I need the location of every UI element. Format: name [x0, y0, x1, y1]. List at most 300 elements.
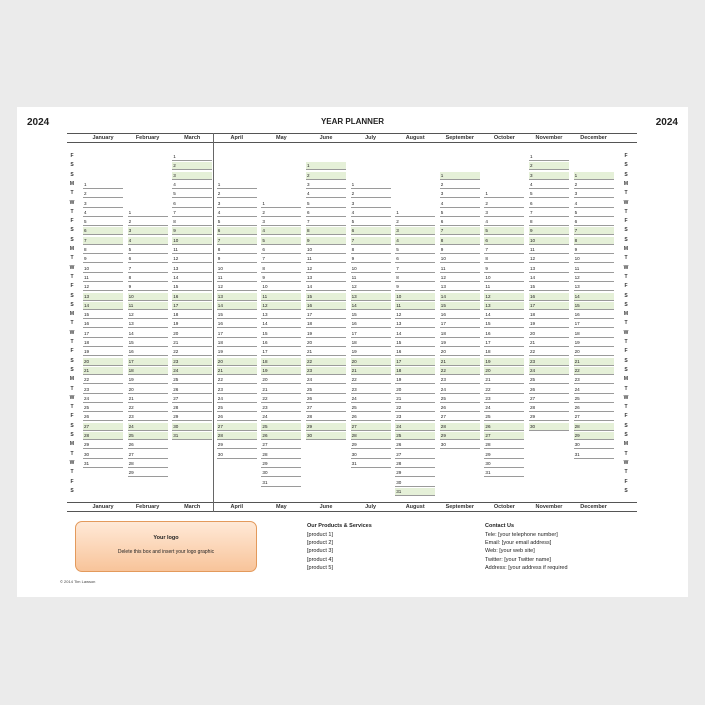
day-cell: 12: [529, 255, 569, 263]
rule-bottom-2: [67, 511, 637, 512]
day-cell: 18: [306, 320, 346, 328]
weekday-label-right: F: [624, 478, 628, 485]
day-cell: 25: [83, 404, 123, 412]
day-cell: 5: [484, 227, 524, 235]
day-cell: 30: [217, 451, 257, 459]
month-header-bottom: August: [405, 504, 425, 510]
month-header-bottom: April: [230, 504, 244, 510]
month-header-bottom: February: [135, 504, 160, 510]
day-cell: 5: [83, 218, 123, 226]
day-cell: 14: [261, 320, 301, 328]
weekday-label-right: W: [623, 199, 629, 206]
day-cell: 5: [529, 190, 569, 198]
day-cell: 26: [395, 441, 435, 449]
day-cell: 17: [440, 320, 480, 328]
day-cell: 6: [395, 255, 435, 263]
day-cell: 1: [484, 190, 524, 198]
day-cell: 19: [440, 339, 480, 347]
day-cell: 15: [217, 311, 257, 319]
month-header-bottom: October: [493, 504, 515, 510]
day-cell: 15: [83, 311, 123, 319]
day-cell: 25: [261, 423, 301, 431]
weekday-label-right: M: [623, 441, 629, 448]
day-cell: 30: [306, 432, 346, 440]
day-cell: 8: [261, 265, 301, 273]
day-cell: 12: [172, 255, 212, 263]
day-cell: 11: [128, 302, 168, 310]
day-cell: 19: [172, 320, 212, 328]
day-cell: 5: [574, 209, 614, 217]
day-cell: 7: [574, 227, 614, 235]
day-cell: 17: [351, 330, 391, 338]
day-cell: 20: [306, 339, 346, 347]
day-cell: 4: [172, 181, 212, 189]
day-cell: 21: [217, 367, 257, 375]
day-cell: 16: [83, 320, 123, 328]
day-cell: 1: [261, 200, 301, 208]
day-cell: 22: [529, 348, 569, 356]
day-cell: 4: [306, 190, 346, 198]
day-cell: 1: [83, 181, 123, 189]
day-cell: 15: [351, 311, 391, 319]
day-cell: 18: [484, 348, 524, 356]
day-cell: 29: [529, 413, 569, 421]
weekday-label-left: M: [69, 376, 75, 383]
weekday-label-right: W: [623, 459, 629, 466]
weekday-label-left: S: [70, 366, 74, 373]
day-cell: 7: [217, 237, 257, 245]
weekday-label-left: F: [70, 283, 74, 290]
day-cell: 18: [395, 367, 435, 375]
day-cell: 8: [83, 246, 123, 254]
day-cell: 27: [529, 395, 569, 403]
day-cell: 17: [484, 339, 524, 347]
day-cell: 8: [217, 246, 257, 254]
day-cell: 12: [306, 265, 346, 273]
day-cell: 20: [83, 358, 123, 366]
day-cell: 31: [351, 460, 391, 468]
weekday-label-right: S: [624, 292, 628, 299]
day-cell: 20: [574, 348, 614, 356]
products-section: [307, 523, 372, 572]
day-cell: 25: [217, 404, 257, 412]
day-cell: 3: [351, 200, 391, 208]
month-header-top: March: [184, 135, 201, 141]
day-cell: 2: [172, 162, 212, 170]
day-cell: 4: [440, 200, 480, 208]
day-cell: 5: [172, 190, 212, 198]
day-cell: 12: [128, 311, 168, 319]
day-cell: 28: [217, 432, 257, 440]
day-cell: 10: [351, 265, 391, 273]
weekday-label-right: M: [623, 376, 629, 383]
weekday-label-left: S: [70, 162, 74, 169]
logo-placeholder[interactable]: [75, 521, 257, 572]
day-cell: 23: [574, 376, 614, 384]
day-cell: 12: [83, 283, 123, 291]
day-cell: 13: [574, 283, 614, 291]
day-cell: 11: [306, 255, 346, 263]
day-cell: 15: [574, 302, 614, 310]
product-item: [product 2]: [307, 540, 333, 547]
weekday-label-right: T: [624, 208, 628, 215]
day-cell: 27: [484, 432, 524, 440]
day-cell: 29: [484, 451, 524, 459]
month-header-bottom: July: [365, 504, 377, 510]
day-cell: 31: [261, 479, 301, 487]
day-cell: 25: [484, 413, 524, 421]
day-cell: 31: [574, 451, 614, 459]
day-cell: 11: [395, 302, 435, 310]
day-cell: 16: [128, 348, 168, 356]
day-cell: 23: [172, 358, 212, 366]
day-cell: 26: [574, 404, 614, 412]
day-cell: 4: [128, 237, 168, 245]
day-cell: 22: [440, 367, 480, 375]
contact-heading: Contact Us: [485, 523, 515, 529]
day-cell: 1: [351, 181, 391, 189]
weekday-label-right: T: [624, 450, 628, 457]
day-cell: 10: [529, 237, 569, 245]
day-cell: 26: [440, 404, 480, 412]
weekday-label-left: T: [70, 255, 74, 262]
weekday-label-right: W: [623, 329, 629, 336]
month-header-top: October: [493, 135, 515, 141]
day-cell: 17: [261, 348, 301, 356]
day-cell: 10: [128, 293, 168, 301]
month-header-top: May: [276, 135, 287, 141]
day-cell: 24: [440, 386, 480, 394]
day-cell: 1: [128, 209, 168, 217]
weekday-label-right: M: [623, 246, 629, 252]
weekday-label-right: F: [624, 283, 628, 290]
day-cell: 19: [484, 358, 524, 366]
day-cell: 12: [484, 293, 524, 301]
day-cell: 12: [351, 283, 391, 291]
weekday-label-left: S: [70, 171, 74, 178]
day-cell: 4: [574, 200, 614, 208]
day-cell: 21: [172, 339, 212, 347]
day-cell: 28: [83, 432, 123, 440]
day-cell: 13: [306, 274, 346, 282]
day-cell: 16: [395, 348, 435, 356]
day-cell: 20: [529, 330, 569, 338]
day-cell: 12: [217, 283, 257, 291]
day-cell: 6: [261, 246, 301, 254]
day-cell: 16: [484, 330, 524, 338]
day-cell: 7: [261, 255, 301, 263]
day-cell: 24: [128, 423, 168, 431]
day-cell: 29: [574, 432, 614, 440]
weekday-label-right: T: [624, 190, 628, 197]
weekday-label-left: W: [69, 394, 75, 401]
day-cell: 28: [529, 404, 569, 412]
weekday-label-left: S: [70, 487, 74, 494]
day-cell: 8: [484, 255, 524, 263]
day-cell: 25: [172, 376, 212, 384]
day-cell: 31: [395, 488, 435, 496]
day-cell: 2: [83, 190, 123, 198]
day-cell: 26: [128, 441, 168, 449]
day-cell: 28: [172, 404, 212, 412]
day-cell: 9: [529, 227, 569, 235]
day-cell: 18: [529, 311, 569, 319]
day-cell: 16: [172, 293, 212, 301]
month-header-bottom: December: [580, 504, 607, 510]
day-cell: 14: [440, 293, 480, 301]
day-cell: 14: [172, 274, 212, 282]
day-cell: 22: [351, 376, 391, 384]
day-cell: 3: [261, 218, 301, 226]
day-cell: 20: [351, 358, 391, 366]
day-cell: 27: [83, 423, 123, 431]
day-cell: 2: [440, 181, 480, 189]
product-item: [product 4]: [307, 556, 333, 563]
contact-section: [485, 523, 568, 572]
month-header-top: July: [365, 135, 377, 141]
month-header-top: September: [445, 135, 475, 141]
weekday-label-right: S: [624, 236, 628, 243]
day-cell: 25: [574, 395, 614, 403]
day-cell: 6: [351, 227, 391, 235]
day-cell: 16: [217, 320, 257, 328]
day-cell: 9: [128, 283, 168, 291]
day-cell: 1: [172, 153, 212, 161]
weekday-label-left: S: [70, 227, 74, 234]
day-cell: 27: [128, 451, 168, 459]
day-cell: 2: [217, 190, 257, 198]
day-cell: 8: [395, 274, 435, 282]
day-cell: 28: [574, 423, 614, 431]
weekday-label-left: T: [70, 404, 74, 411]
day-cell: 3: [529, 172, 569, 180]
weekday-label-left: W: [69, 459, 75, 466]
day-cell: 28: [306, 413, 346, 421]
weekday-label-right: S: [624, 301, 628, 308]
day-cell: 20: [395, 386, 435, 394]
weekday-label-left: M: [69, 180, 75, 187]
day-cell: 2: [261, 209, 301, 217]
weekday-label-left: T: [70, 339, 74, 345]
weekday-label-right: W: [623, 394, 629, 401]
day-cell: 10: [440, 255, 480, 263]
day-cell: 19: [306, 330, 346, 338]
day-cell: 3: [306, 181, 346, 189]
day-cell: 23: [484, 395, 524, 403]
day-cell: 27: [261, 441, 301, 449]
day-cell: 24: [574, 386, 614, 394]
day-cell: 2: [128, 218, 168, 226]
day-cell: 24: [484, 404, 524, 412]
weekday-label-left: S: [70, 301, 74, 308]
day-cell: 9: [574, 246, 614, 254]
day-cell: 19: [261, 367, 301, 375]
day-cell: 22: [261, 395, 301, 403]
day-cell: 2: [351, 190, 391, 198]
day-cell: 22: [484, 386, 524, 394]
day-cell: 16: [440, 311, 480, 319]
day-cell: 10: [83, 265, 123, 273]
weekday-label-left: T: [70, 208, 74, 215]
day-cell: 15: [529, 283, 569, 291]
month-header-bottom: September: [445, 504, 475, 510]
day-cell: 10: [261, 283, 301, 291]
day-cell: 30: [529, 423, 569, 431]
day-cell: 12: [261, 302, 301, 310]
day-cell: 11: [351, 274, 391, 282]
day-cell: 25: [306, 386, 346, 394]
day-cell: 15: [128, 339, 168, 347]
weekday-label-right: F: [624, 218, 628, 225]
day-cell: 19: [395, 376, 435, 384]
day-cell: 2: [306, 172, 346, 180]
day-cell: 21: [261, 386, 301, 394]
day-cell: 23: [395, 413, 435, 421]
weekday-label-right: M: [623, 180, 629, 187]
day-cell: 12: [395, 311, 435, 319]
weekday-label-right: S: [624, 171, 628, 178]
day-cell: 31: [83, 460, 123, 468]
month-header-bottom: March: [184, 504, 201, 510]
day-cell: 20: [484, 367, 524, 375]
day-cell: 8: [440, 237, 480, 245]
day-cell: 27: [351, 423, 391, 431]
day-cell: 26: [529, 386, 569, 394]
product-item: [product 5]: [307, 564, 333, 571]
day-cell: 3: [128, 227, 168, 235]
day-cell: 15: [395, 339, 435, 347]
day-cell: 2: [574, 181, 614, 189]
day-cell: 20: [217, 358, 257, 366]
day-cell: 7: [172, 209, 212, 217]
day-cell: 15: [261, 330, 301, 338]
day-cell: 4: [529, 181, 569, 189]
day-cell: 6: [574, 218, 614, 226]
day-cell: 30: [83, 451, 123, 459]
day-cell: 20: [172, 330, 212, 338]
day-cell: 28: [395, 460, 435, 468]
weekday-label-right: W: [623, 264, 629, 271]
day-cell: 25: [128, 432, 168, 440]
day-cell: 3: [440, 190, 480, 198]
weekday-label-left: S: [70, 292, 74, 299]
month-header-bottom: May: [276, 504, 287, 510]
day-cell: 22: [217, 376, 257, 384]
month-header-top: November: [535, 135, 563, 141]
day-cell: 25: [440, 395, 480, 403]
day-cell: 18: [261, 358, 301, 366]
day-cell: 9: [261, 274, 301, 282]
day-cell: 7: [306, 218, 346, 226]
day-cell: 23: [351, 386, 391, 394]
day-cell: 22: [574, 367, 614, 375]
logo-title: Your logo: [153, 535, 179, 541]
product-item: [product 3]: [307, 548, 333, 555]
day-cell: 30: [351, 451, 391, 459]
day-cell: 4: [484, 218, 524, 226]
day-cell: 16: [529, 293, 569, 301]
day-cell: 14: [395, 330, 435, 338]
contact-address: Address: [your address if required: [485, 564, 568, 571]
day-cell: 28: [261, 451, 301, 459]
day-cell: 14: [351, 302, 391, 310]
day-cell: 14: [128, 330, 168, 338]
day-cell: 26: [306, 395, 346, 403]
day-cell: 5: [306, 200, 346, 208]
day-cell: 14: [83, 302, 123, 310]
products-heading: Our Products & Services: [307, 523, 372, 529]
day-cell: 17: [83, 330, 123, 338]
day-cell: 19: [351, 348, 391, 356]
day-cell: 30: [395, 479, 435, 487]
day-cell: 26: [217, 413, 257, 421]
day-cell: 14: [529, 274, 569, 282]
day-cell: 30: [172, 423, 212, 431]
day-cell: 17: [306, 311, 346, 319]
day-cell: 8: [351, 246, 391, 254]
day-cell: 9: [83, 255, 123, 263]
day-cell: 2: [395, 218, 435, 226]
day-cell: 10: [484, 274, 524, 282]
weekday-label-left: M: [69, 441, 75, 448]
day-cell: 5: [440, 209, 480, 217]
day-cell: 17: [574, 320, 614, 328]
month-header-top: June: [319, 135, 333, 141]
day-cell: 26: [261, 432, 301, 440]
day-cell: 8: [128, 274, 168, 282]
day-cell: 9: [306, 237, 346, 245]
day-cell: 16: [261, 339, 301, 347]
day-cell: 22: [172, 348, 212, 356]
day-cell: 23: [529, 358, 569, 366]
weekday-label-right: T: [624, 255, 628, 262]
day-cell: 12: [440, 274, 480, 282]
day-cell: 19: [217, 348, 257, 356]
day-cell: 29: [261, 460, 301, 468]
day-cell: 21: [83, 367, 123, 375]
day-cell: 16: [306, 302, 346, 310]
day-cell: 6: [83, 227, 123, 235]
weekday-label-left: T: [70, 273, 74, 280]
product-item: [product 1]: [307, 532, 333, 538]
day-cell: 29: [395, 469, 435, 477]
day-cell: 17: [172, 302, 212, 310]
day-cell: 8: [529, 218, 569, 226]
day-cell: 21: [351, 367, 391, 375]
weekday-label-right: S: [624, 487, 628, 494]
contact-twitter: Twitter: [your Twitter name]: [485, 556, 551, 563]
day-cell: 13: [128, 320, 168, 328]
day-cell: 23: [217, 386, 257, 394]
contact-telephone: Tele: [your telephone number]: [485, 532, 558, 538]
day-cell: 31: [484, 469, 524, 477]
day-cell: 3: [172, 172, 212, 180]
weekday-label-right: M: [623, 311, 629, 318]
day-cell: 29: [128, 469, 168, 477]
day-cell: 4: [395, 237, 435, 245]
day-cell: 15: [484, 320, 524, 328]
weekday-label-right: F: [624, 348, 628, 355]
day-cell: 6: [172, 200, 212, 208]
weekday-label-left: S: [70, 357, 74, 364]
day-cell: 1: [529, 153, 569, 161]
weekday-label-left: S: [70, 422, 74, 429]
day-cell: 3: [574, 190, 614, 198]
day-cell: 4: [83, 209, 123, 217]
day-cell: 10: [306, 246, 346, 254]
weekday-label-right: S: [624, 432, 628, 438]
day-cell: 2: [529, 162, 569, 170]
